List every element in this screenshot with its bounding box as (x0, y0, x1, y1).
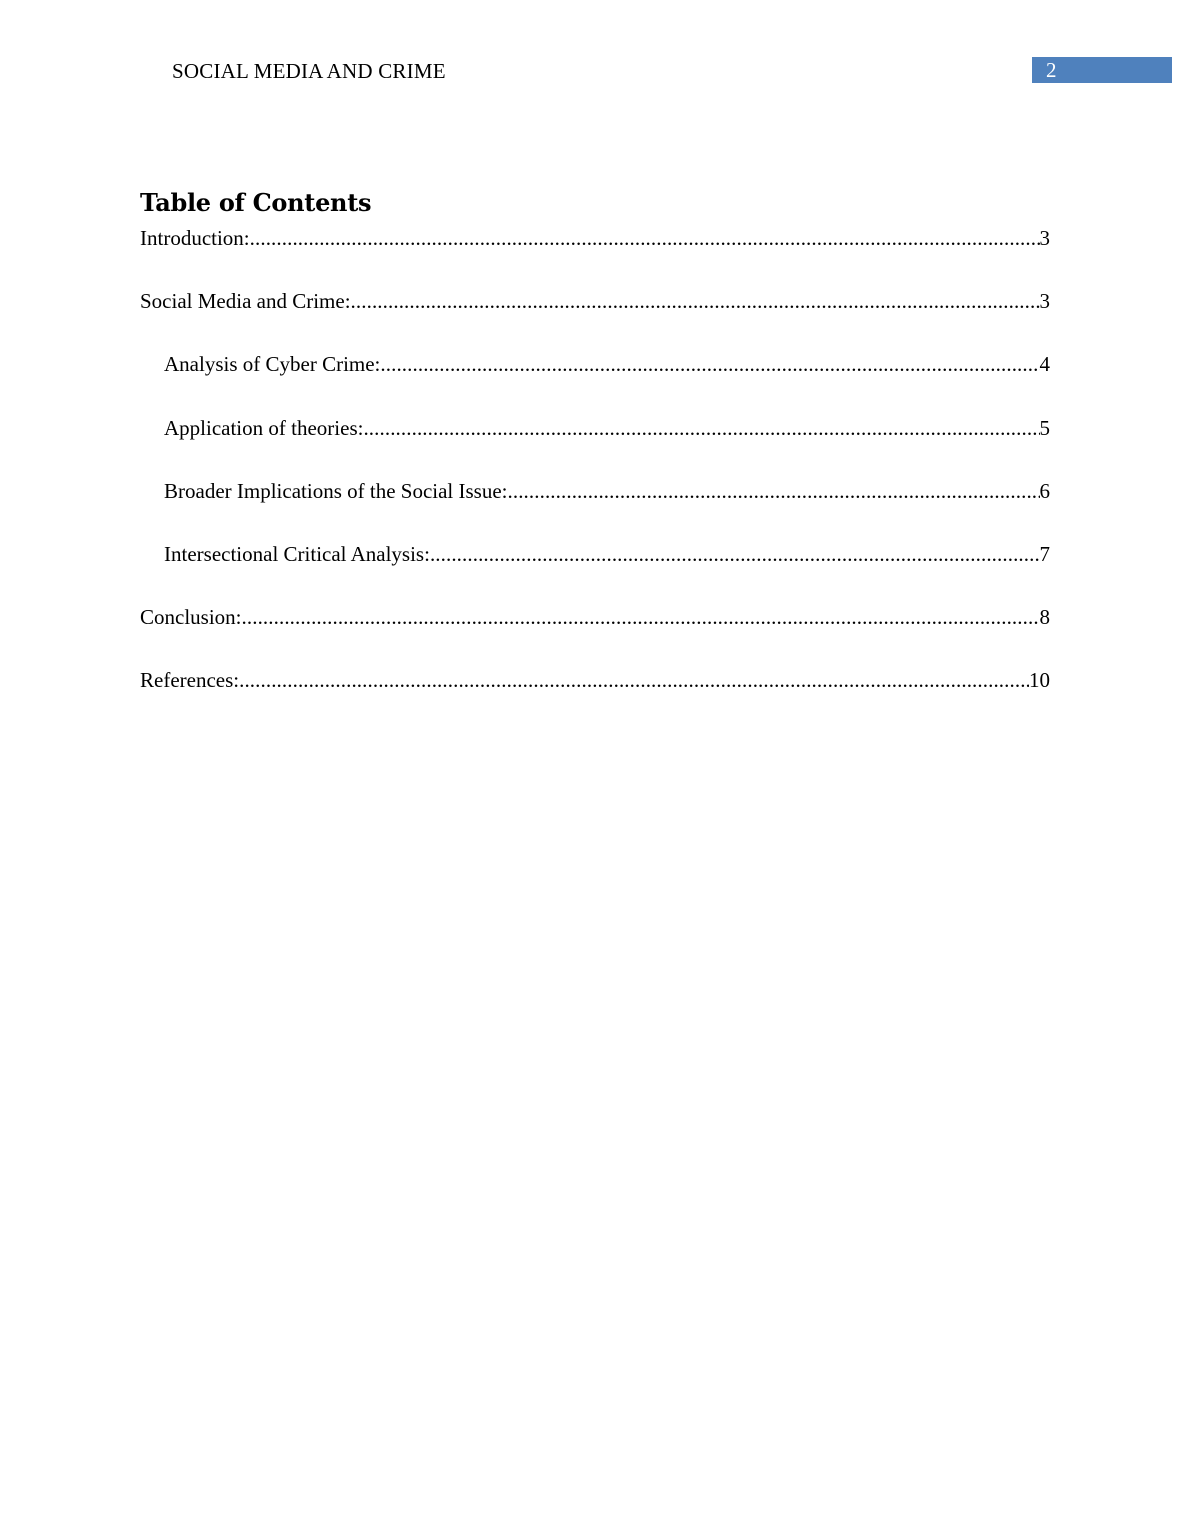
toc-entry-page: 6 (1039, 479, 1050, 503)
toc-entry-label: Analysis of Cyber Crime: (164, 352, 381, 376)
toc-entry-broader-implications[interactable] (164, 477, 1050, 505)
toc-entry-page: 3 (1039, 289, 1050, 313)
page-number: 2 (1032, 57, 1172, 83)
toc-entry-intersectional-critical-analysis[interactable] (164, 540, 1050, 568)
toc-entry-page: 3 (1039, 226, 1050, 250)
toc-dot-leader (239, 666, 1029, 694)
toc-entry-label: Social Media and Crime: (140, 289, 351, 313)
toc-entry-analysis-of-cyber-crime[interactable] (164, 350, 1050, 378)
toc-dot-leader (508, 477, 1040, 505)
toc-dot-leader (250, 224, 1040, 252)
toc-entry-label: Broader Implications of the Social Issue: (164, 479, 508, 503)
toc-entry-social-media-and-crime[interactable] (140, 287, 1050, 315)
toc-dot-leader (242, 603, 1040, 631)
toc-title: Table of Contents (140, 188, 372, 217)
toc-entry-introduction[interactable] (140, 224, 1050, 252)
toc-entry-label: Application of theories: (164, 416, 364, 440)
toc-entry-page: 10 (1029, 668, 1050, 692)
toc-dot-leader (351, 287, 1040, 315)
toc-entry-page: 5 (1039, 416, 1050, 440)
toc-dot-leader (380, 350, 1039, 378)
toc-entry-page: 8 (1039, 605, 1050, 629)
toc-entry-references[interactable] (140, 666, 1050, 694)
toc-entry-label: Conclusion: (140, 605, 242, 629)
toc-entry-conclusion[interactable] (140, 603, 1050, 631)
toc-entry-application-of-theories[interactable] (164, 414, 1050, 442)
toc-entry-label: Introduction: (140, 226, 250, 250)
toc-entry-label: Intersectional Critical Analysis: (164, 542, 430, 566)
toc-entry-page: 7 (1039, 542, 1050, 566)
toc-dot-leader (430, 540, 1040, 568)
toc-entry-label: References: (140, 668, 240, 692)
toc-entry-page: 4 (1039, 352, 1050, 376)
toc-dot-leader (363, 414, 1039, 442)
running-head: SOCIAL MEDIA AND CRIME (172, 59, 446, 83)
